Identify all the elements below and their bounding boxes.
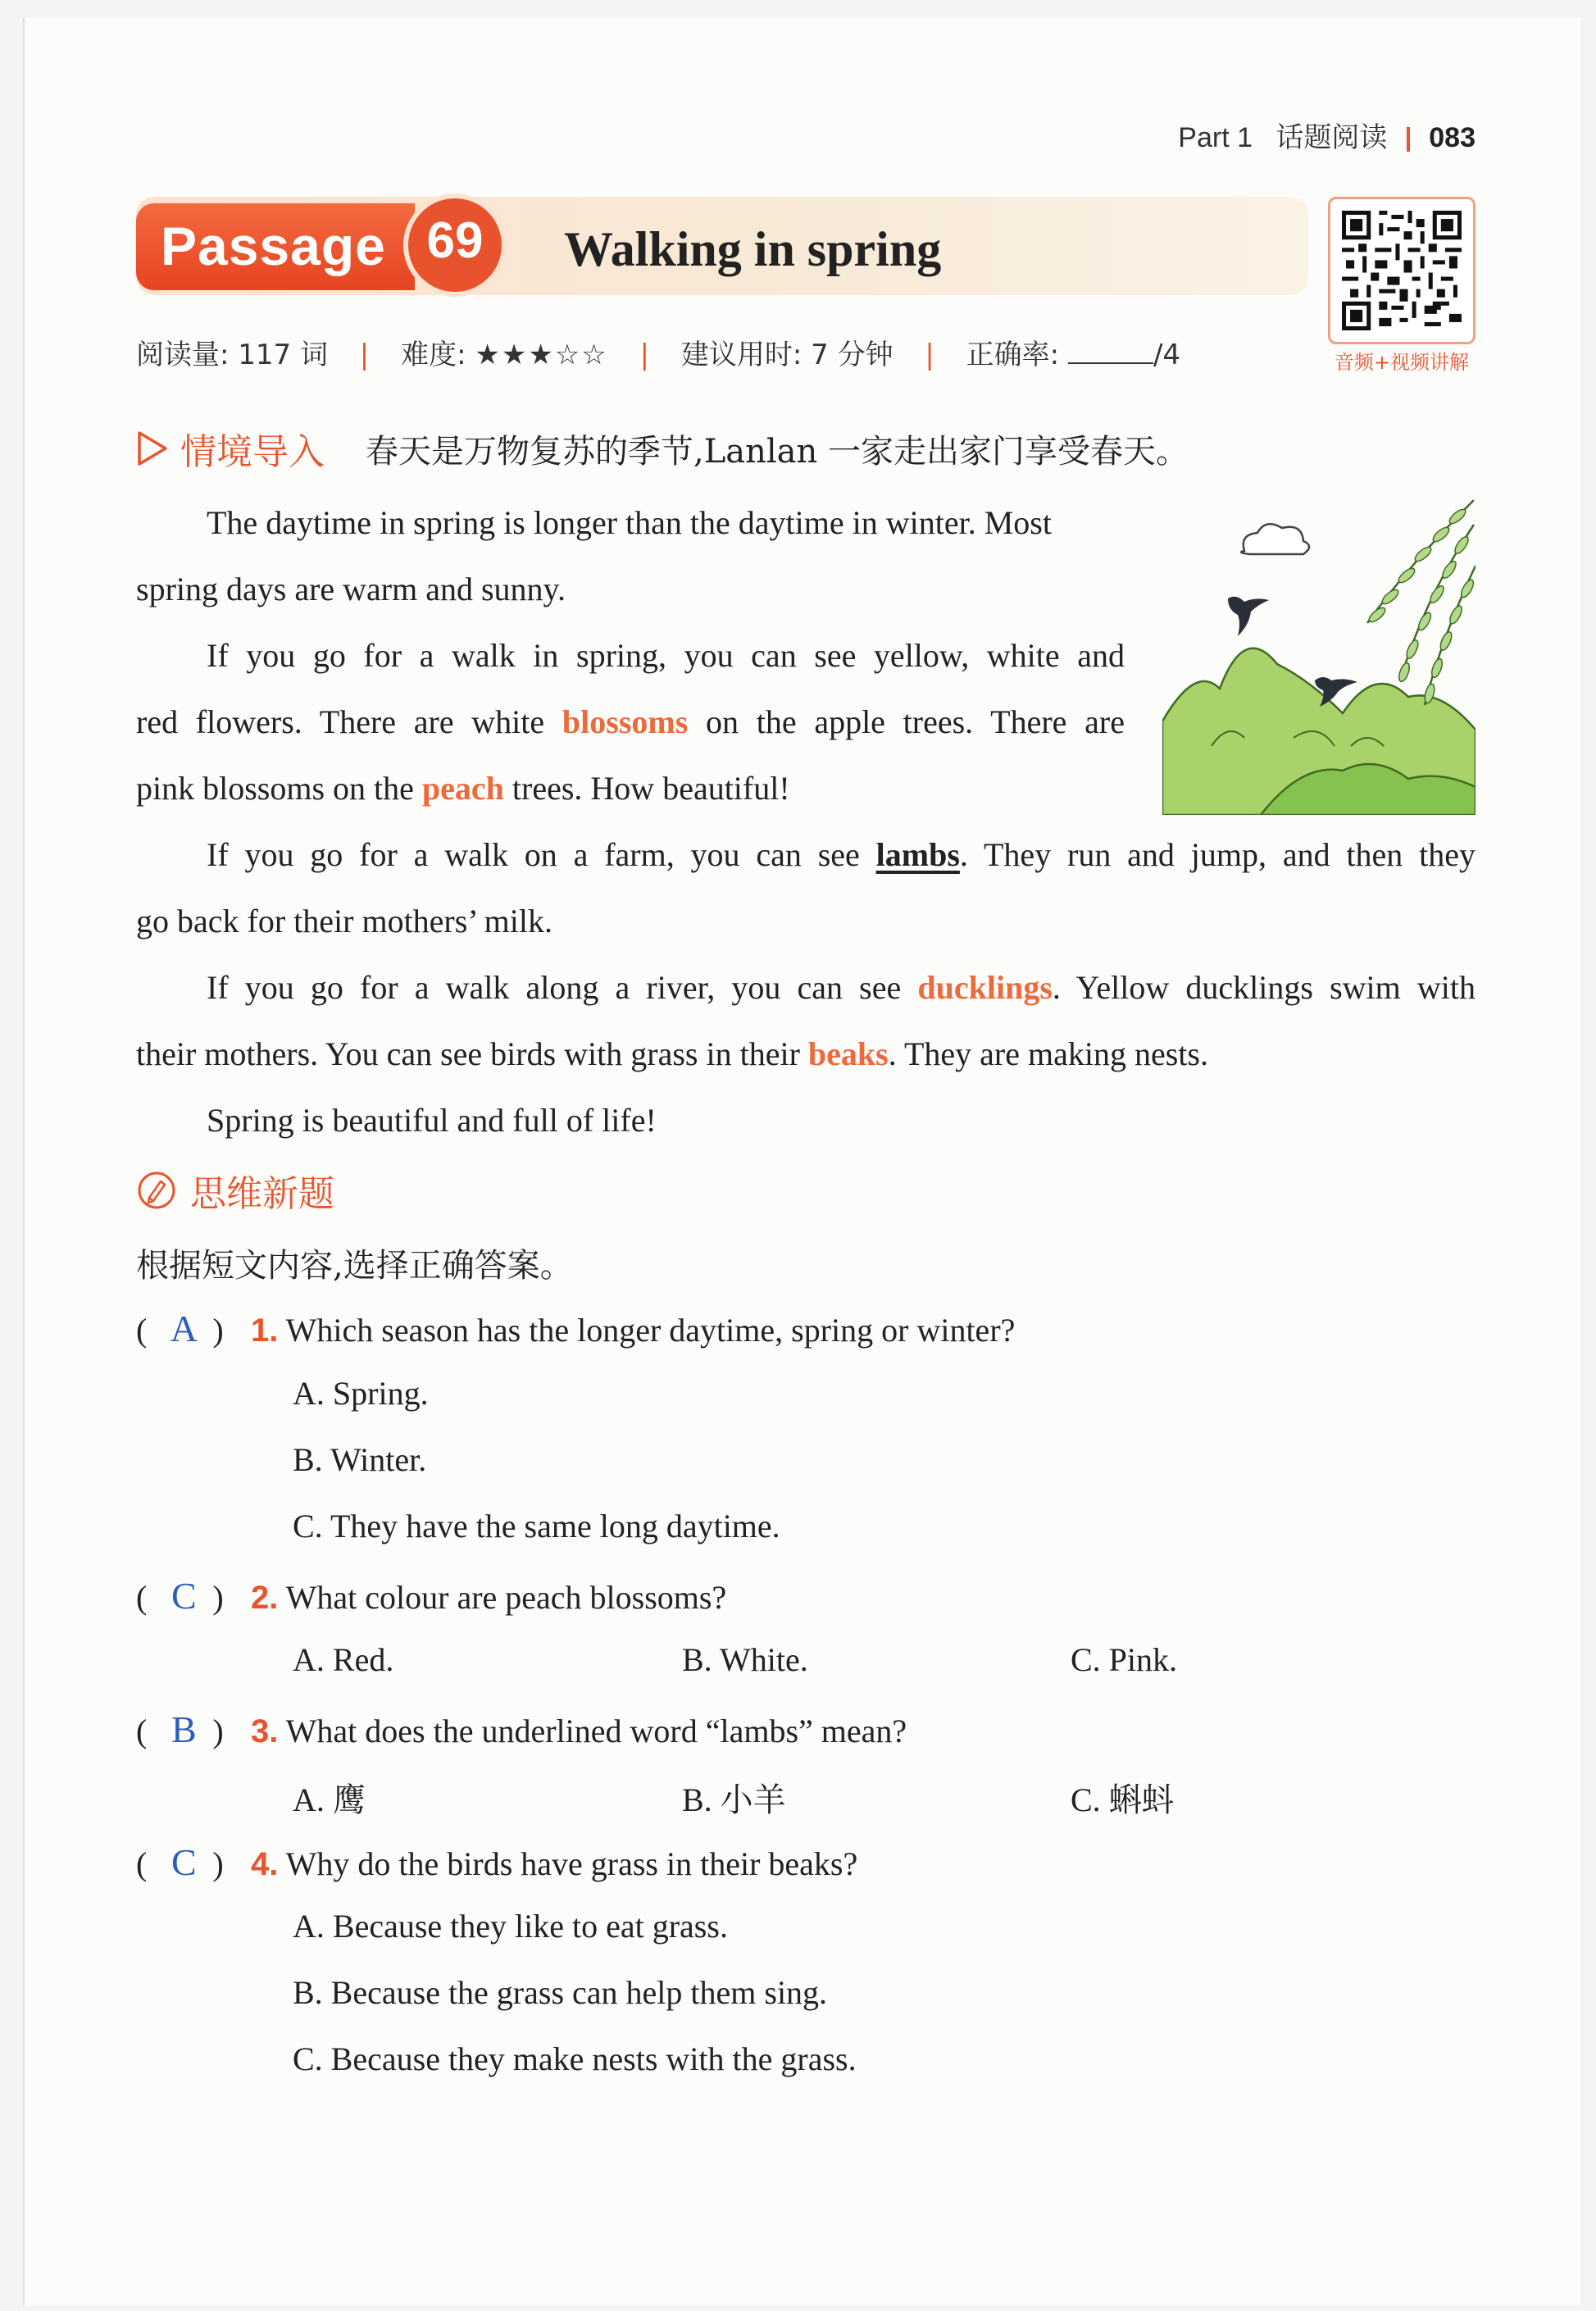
option-b: B. Winter.: [293, 1441, 427, 1478]
part-label: Part 1: [1178, 122, 1253, 153]
text-run: on the apple trees. There are: [688, 703, 1125, 740]
stats-divider: |: [639, 339, 650, 371]
question-text: What colour are peach blossoms?: [285, 1579, 727, 1616]
answer-mark: A: [170, 1308, 198, 1349]
text-run: their mothers. You can see birds with grass in their: [136, 1035, 808, 1072]
option-b: B. Because the grass can help them sing.: [293, 1974, 828, 2011]
accuracy-blank[interactable]: [1068, 343, 1153, 364]
highlight-word: peach: [421, 770, 504, 807]
stats-divider: |: [359, 339, 370, 371]
question-instruction: 根据短文内容,选择正确答案。: [136, 1247, 573, 1285]
header-divider: [1407, 127, 1410, 152]
text-run: trees. How beautiful!: [503, 770, 790, 807]
text-run: . They are making nests.: [888, 1035, 1208, 1072]
intro-label: 情境导入: [180, 431, 325, 473]
question-4: [136, 1840, 857, 1884]
question-text: Which season has the longer daytime, spring or winter?: [285, 1312, 1016, 1349]
option-c: C. They have the same long daytime.: [293, 1508, 780, 1544]
highlight-word: blossoms: [562, 703, 689, 740]
question-number: 3.: [251, 1713, 279, 1749]
option-c: C. 蝌蚪: [1071, 1781, 1175, 1818]
option-a: A. 鹰: [293, 1781, 366, 1818]
highlight-word: beaks: [807, 1035, 889, 1072]
question-text: What does the underlined word “lambs” mean?: [285, 1713, 907, 1749]
passage-line: [207, 954, 1476, 1021]
answer-bracket[interactable]: ( C ): [136, 1575, 224, 1617]
answer-mark: C: [171, 1575, 197, 1617]
text-run: If you go for a walk on a farm, you can see: [207, 836, 876, 873]
option-a: A. Red.: [293, 1641, 394, 1678]
passage-line: go back for their mothers’ milk.: [136, 903, 553, 939]
willow-leaves: [1367, 507, 1476, 703]
answer-bracket[interactable]: ( A ): [136, 1308, 224, 1349]
play-arrow-icon: [136, 430, 169, 466]
passage-line: Spring is beautiful and full of life!: [207, 1102, 657, 1139]
word-count: 117 词: [238, 339, 328, 371]
spring-illustration: [1162, 500, 1476, 815]
question-number: 1.: [251, 1312, 279, 1349]
question-text: Why do the birds have grass in their beaks?: [285, 1845, 858, 1882]
passage-line: [136, 755, 790, 821]
text-run: . Yellow ducklings swim with: [1052, 969, 1476, 1006]
difficulty-stars: ★★★☆☆: [475, 339, 608, 371]
answer-mark: C: [171, 1841, 197, 1883]
accuracy-total: /4: [1153, 339, 1181, 371]
qr-code-icon: [1342, 211, 1462, 330]
suggested-time: 7 分钟: [811, 339, 893, 371]
answer-mark: B: [171, 1708, 197, 1750]
option-a: A. Spring.: [293, 1375, 429, 1412]
text-run: red flowers. There are white: [136, 703, 562, 740]
option-b: B. White.: [682, 1641, 808, 1678]
passage-word: Passage: [161, 216, 386, 276]
word-count-label: 阅读量:: [136, 339, 230, 371]
thinking-section-label: 思维新题: [190, 1173, 334, 1215]
option-b: B. 小羊: [682, 1781, 786, 1818]
passage-line: If you go for a walk in spring, you can see yellow, white and: [207, 637, 1125, 674]
option-a: A. Because they like to eat grass.: [293, 1908, 728, 1945]
option-c: C. Pink.: [1071, 1641, 1178, 1678]
question-number: 4.: [251, 1846, 279, 1882]
time-label: 建议用时:: [680, 339, 803, 371]
thinking-section-header: [136, 1164, 334, 1217]
page-number: 083: [1429, 122, 1476, 153]
passage-line: spring days are warm and sunny.: [136, 571, 566, 607]
brain-pen-icon: [136, 1170, 177, 1211]
cloud-icon: [1241, 524, 1309, 554]
highlight-word: ducklings: [917, 969, 1053, 1006]
text-run: If you go for a walk along a river, you can see: [207, 969, 918, 1006]
question-1: [136, 1307, 1015, 1350]
answer-bracket[interactable]: ( B ): [136, 1708, 224, 1750]
option-c: C. Because they make nests with the grass.: [293, 2040, 857, 2077]
intro-line: [136, 422, 1189, 475]
qr-code[interactable]: [1328, 197, 1476, 344]
passage-line: [136, 689, 1125, 755]
question-2: [136, 1574, 726, 1617]
underlined-word: lambs: [875, 836, 960, 873]
accuracy-label: 正确率:: [966, 339, 1060, 371]
question-number: 2.: [251, 1580, 279, 1616]
passage-number: 69: [426, 212, 484, 269]
running-head: [1164, 115, 1476, 155]
qr-label: 音频+视频讲解: [1334, 351, 1470, 374]
text-run: . They run and jump, and then they: [959, 836, 1476, 873]
answer-bracket[interactable]: ( C ): [136, 1841, 224, 1883]
difficulty-label: 难度:: [401, 339, 466, 371]
section-label: 话题阅读: [1275, 121, 1388, 154]
text-run: pink blossoms on the: [136, 770, 422, 807]
question-3: [136, 1708, 907, 1751]
passage-title: Walking in spring: [564, 222, 942, 276]
passage-line: [207, 821, 1476, 888]
passage-line: The daytime in spring is longer than the daytime in winter. Most: [207, 504, 1052, 541]
passage-line: [136, 1021, 1208, 1087]
stats-divider: |: [925, 339, 934, 371]
intro-text: 春天是万物复苏的季节,Lanlan 一家走出家门享受春天。: [366, 432, 1189, 471]
reading-stats: [136, 332, 1180, 372]
